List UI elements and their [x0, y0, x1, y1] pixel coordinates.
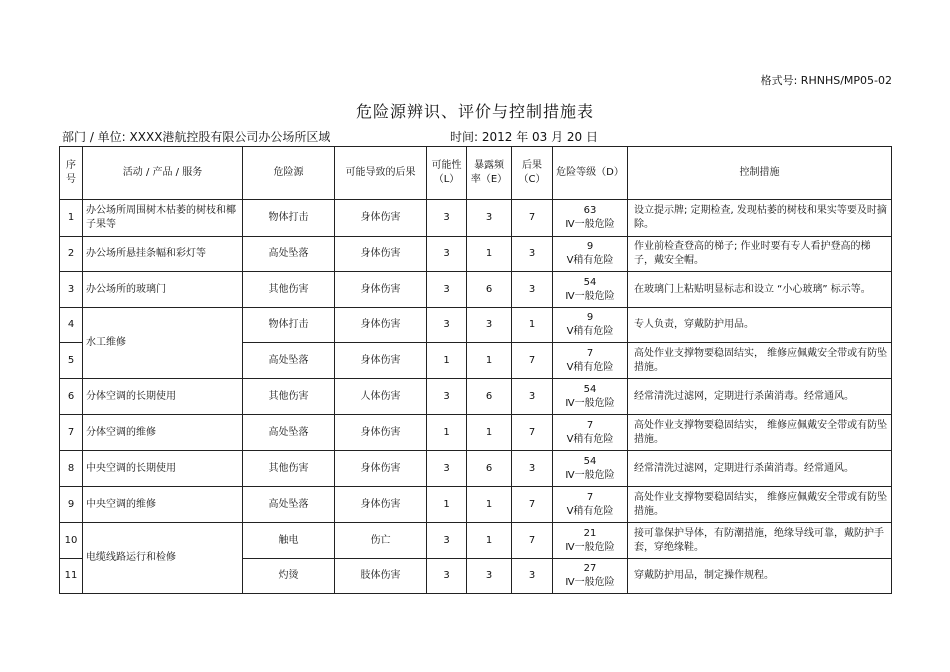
cell-likelihood: 3 [427, 451, 467, 487]
cell-risk-level [553, 237, 628, 272]
cell-exposure: 6 [467, 451, 512, 487]
date-label: 时间: 2012 年 03 月 20 日 [450, 130, 599, 144]
cell-exposure: 1 [467, 343, 512, 379]
cell-likelihood: 3 [427, 379, 467, 415]
risk-level-text: Ⅳ一般危险 [565, 541, 615, 553]
risk-score: 9 [586, 312, 594, 323]
cell-risk-level [553, 451, 628, 487]
cell-control: 接可靠保护导体，有防潮措施，绝缘导线可靠，戴防护手套，穿绝缘鞋。 [628, 523, 892, 559]
risk-level-text: Ⅴ稍有危险 [566, 326, 614, 337]
cell-seq: 1 [60, 200, 83, 237]
cell-likelihood: 3 [427, 237, 467, 272]
cell-hazard: 高处坠落 [243, 415, 335, 451]
cell-seq: 11 [60, 559, 83, 594]
cell-consequence: 身体伤害 [335, 200, 427, 237]
cell-consequence: 人体伤害 [335, 379, 427, 415]
header-severity: 后果（C） [512, 147, 553, 200]
risk-score: 7 [586, 491, 594, 503]
cell-hazard: 灼烫 [243, 559, 335, 594]
cell-consequence: 身体伤害 [335, 415, 427, 451]
cell-control: 高处作业支撑物要稳固结实， 维修应佩戴安全带或有防坠措施。 [628, 487, 892, 523]
cell-likelihood: 3 [427, 272, 467, 308]
cell-activity: 分体空调的长期使用 [83, 379, 243, 415]
cell-risk-level [553, 200, 628, 237]
cell-activity: 电缆线路运行和检修 [83, 523, 243, 594]
header-exposure: 暴露频率（E） [467, 147, 512, 200]
cell-exposure: 6 [467, 379, 512, 415]
cell-severity: 3 [512, 559, 553, 594]
risk-level-text: Ⅴ稍有危险 [566, 433, 614, 445]
cell-severity: 3 [512, 379, 553, 415]
cell-likelihood: 1 [427, 415, 467, 451]
cell-exposure: 1 [467, 487, 512, 523]
cell-control: 在玻璃门上粘贴明显标志和设立 “小心玻璃” 标示等。 [628, 272, 892, 308]
cell-exposure: 3 [467, 200, 512, 237]
cell-risk-level [553, 559, 628, 594]
cell-control: 高处作业支撑物要稳固结实， 维修应佩戴安全带或有防坠措施。 [628, 415, 892, 451]
cell-control: 专人负责，穿戴防护用品。 [628, 308, 892, 343]
risk-score: 7 [586, 347, 594, 359]
cell-activity: 水工维修 [83, 308, 243, 379]
risk-level-text: Ⅳ一般危险 [565, 290, 615, 302]
cell-control: 穿戴防护用品，制定操作规程。 [628, 559, 892, 594]
cell-control: 经常清洗过滤网，定期进行杀菌消毒。经常通风。 [628, 379, 892, 415]
table-row [60, 523, 892, 559]
cell-risk-level [553, 523, 628, 559]
risk-score: 54 [583, 455, 597, 467]
cell-control: 高处作业支撑物要稳固结实， 维修应佩戴安全带或有防坠措施。 [628, 343, 892, 379]
cell-seq: 3 [60, 272, 83, 308]
cell-severity: 7 [512, 415, 553, 451]
cell-severity: 3 [512, 237, 553, 272]
cell-hazard: 高处坠落 [243, 343, 335, 379]
cell-exposure: 1 [467, 237, 512, 272]
cell-consequence: 身体伤害 [335, 237, 427, 272]
cell-likelihood: 3 [427, 308, 467, 343]
cell-exposure: 3 [467, 308, 512, 343]
form-code: 格式号: RHNHS/MP05-02 [760, 74, 892, 87]
cell-severity: 1 [512, 308, 553, 343]
cell-seq: 10 [60, 523, 83, 559]
cell-exposure: 6 [467, 272, 512, 308]
table-row [60, 451, 892, 487]
cell-seq: 6 [60, 379, 83, 415]
cell-consequence: 身体伤害 [335, 272, 427, 308]
cell-consequence: 伤亡 [335, 523, 427, 559]
cell-activity: 中央空调的长期使用 [83, 451, 243, 487]
cell-risk-level [553, 308, 628, 343]
header-seq: 序号 [60, 147, 83, 200]
cell-hazard: 触电 [243, 523, 335, 559]
table-row [60, 308, 892, 343]
table-row [60, 415, 892, 451]
table-row [60, 200, 892, 237]
risk-level-text: Ⅳ一般危险 [565, 397, 615, 409]
cell-risk-level [553, 379, 628, 415]
header-consequence: 可能导致的后果 [335, 147, 427, 200]
risk-level-text: Ⅳ一般危险 [565, 469, 615, 481]
header-likelihood: 可能性（L） [427, 147, 467, 200]
cell-control: 作业前检查登高的梯子; 作业时要有专人看护登高的梯子，戴安全帽。 [628, 237, 892, 272]
table-row [60, 272, 892, 308]
cell-seq: 9 [60, 487, 83, 523]
cell-hazard: 其他伤害 [243, 379, 335, 415]
cell-consequence: 身体伤害 [335, 451, 427, 487]
header-risk-level: 危险等级（D） [553, 147, 628, 200]
cell-risk-level [553, 415, 628, 451]
risk-score: 21 [583, 527, 597, 539]
cell-risk-level [553, 487, 628, 523]
cell-consequence: 身体伤害 [335, 343, 427, 379]
cell-activity: 办公场所悬挂条幅和彩灯等 [83, 237, 243, 272]
form-meta [62, 128, 892, 144]
cell-hazard: 高处坠落 [243, 237, 335, 272]
cell-exposure: 1 [467, 415, 512, 451]
table-row [60, 379, 892, 415]
cell-severity: 7 [512, 523, 553, 559]
hazard-table [59, 146, 892, 594]
cell-hazard: 物体打击 [243, 200, 335, 237]
cell-severity: 7 [512, 200, 553, 237]
cell-consequence: 身体伤害 [335, 487, 427, 523]
risk-score: 54 [583, 383, 597, 395]
cell-seq: 5 [60, 343, 83, 379]
cell-seq: 7 [60, 415, 83, 451]
cell-severity: 3 [512, 451, 553, 487]
cell-activity: 办公场所周围树木枯萎的树枝和椰子果等 [83, 200, 243, 237]
header-activity: 活动 / 产品 / 服务 [83, 147, 243, 200]
cell-likelihood: 1 [427, 487, 467, 523]
cell-hazard: 其他伤害 [243, 272, 335, 308]
cell-control: 设立提示牌; 定期检查, 发现枯萎的树枝和果实等要及时摘除。 [628, 200, 892, 237]
header-hazard: 危险源 [243, 147, 335, 200]
risk-level-text: Ⅳ一般危险 [565, 577, 615, 588]
risk-level-text: Ⅴ稍有危险 [566, 361, 614, 373]
risk-level-text: Ⅳ一般危险 [565, 219, 615, 230]
cell-activity: 办公场所的玻璃门 [83, 272, 243, 308]
cell-likelihood: 3 [427, 559, 467, 594]
table-header-row [60, 147, 892, 200]
cell-severity: 7 [512, 487, 553, 523]
risk-score: 9 [586, 241, 594, 252]
cell-likelihood: 1 [427, 343, 467, 379]
table-row [60, 237, 892, 272]
cell-control: 经常清洗过滤网，定期进行杀菌消毒。经常通风。 [628, 451, 892, 487]
risk-score: 27 [583, 563, 597, 574]
risk-score: 7 [586, 419, 594, 431]
cell-activity: 中央空调的维修 [83, 487, 243, 523]
table-row [60, 487, 892, 523]
cell-severity: 7 [512, 343, 553, 379]
risk-score: 63 [583, 205, 597, 216]
cell-activity: 分体空调的维修 [83, 415, 243, 451]
cell-hazard: 高处坠落 [243, 487, 335, 523]
cell-risk-level [553, 272, 628, 308]
risk-level-text: Ⅴ稍有危险 [566, 255, 614, 266]
cell-exposure: 3 [467, 559, 512, 594]
risk-level-text: Ⅴ稍有危险 [566, 505, 614, 517]
cell-seq: 8 [60, 451, 83, 487]
risk-score: 54 [583, 276, 597, 288]
cell-risk-level [553, 343, 628, 379]
header-control: 控制措施 [628, 147, 892, 200]
cell-exposure: 1 [467, 523, 512, 559]
cell-consequence: 肢体伤害 [335, 559, 427, 594]
cell-hazard: 物体打击 [243, 308, 335, 343]
cell-likelihood: 3 [427, 200, 467, 237]
cell-seq: 4 [60, 308, 83, 343]
cell-consequence: 身体伤害 [335, 308, 427, 343]
page-title: 危险源辨识、评价与控制措施表 [355, 102, 594, 121]
cell-severity: 3 [512, 272, 553, 308]
department-label: 部门 / 单位: XXXX港航控股有限公司办公场所区域 [62, 130, 331, 144]
cell-seq: 2 [60, 237, 83, 272]
cell-likelihood: 3 [427, 523, 467, 559]
cell-hazard: 其他伤害 [243, 451, 335, 487]
